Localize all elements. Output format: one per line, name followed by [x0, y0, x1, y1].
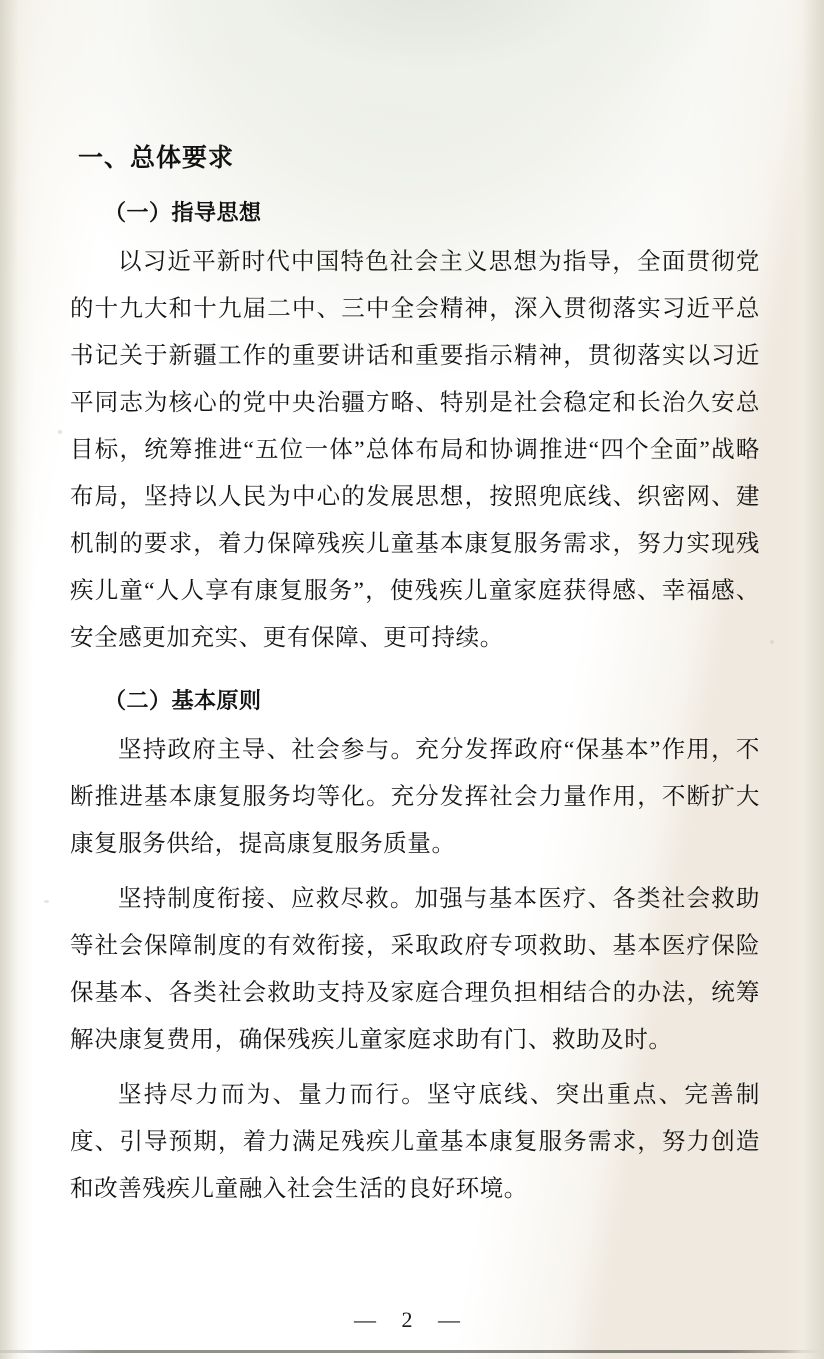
paragraph: 坚持尽力而为、量力而行。坚守底线、突出重点、完善制度、引导预期，着力满足残疾儿童基本康复服务需求，努力创造和改善残疾儿童融入社会生活的良好环境。	[70, 1082, 760, 1202]
page-top-shadow	[150, 0, 710, 120]
page-footer	[0, 1307, 824, 1333]
subsection-heading-2: （二）基本原则	[104, 688, 262, 713]
paper-speck	[770, 640, 774, 644]
paragraph: 坚持制度衔接、应救尽救。加强与基本医疗、各类社会救助等社会保障制度的有效衔接，采取政府专项救助、基本医疗保险保基本、各类社会救助支持及家庭合理负担相结合的办法，统筹解决康复费用，确保残疾儿童家庭求助有门、救助及时。	[70, 886, 760, 1053]
page-number: — 2 —	[354, 1307, 470, 1332]
paragraph: 坚持政府主导、社会参与。充分发挥政府“保基本”作用，不断推进基本康复服务均等化。充分发挥社会力量作用，不断扩大康复服务供给，提高康复服务质量。	[70, 737, 760, 857]
spacer	[70, 670, 760, 684]
paper-speck	[58, 430, 62, 434]
footer-rule	[0, 1350, 824, 1353]
document-body	[70, 138, 760, 1221]
subsection-heading-1: （一）指导思想	[104, 200, 262, 225]
section-title: 一、总体要求	[78, 144, 235, 172]
paragraph: 以习近平新时代中国特色社会主义思想为指导，全面贯彻党的十九大和十九届二中、三中全会精神，深入贯彻落实习近平总书记关于新疆工作的重要讲话和重要指示精神，贯彻落实以习近平同志为核心的党中央治疆方略、特别是社会稳定和长治久安总目标，统筹推进“五位一体”总体布局和协调推进“四个全面”战略布局，坚持以人民为中心的发展思想，按照兜底线、织密网、建机制的要求，着力保障残疾儿童基本康复服务需求，努力实现残疾儿童“人人享有康复服务”，使残疾儿童家庭获得感、幸福感、安全感更加充实、更有保障、更可持续。	[70, 249, 760, 651]
paper-speck	[44, 900, 49, 903]
